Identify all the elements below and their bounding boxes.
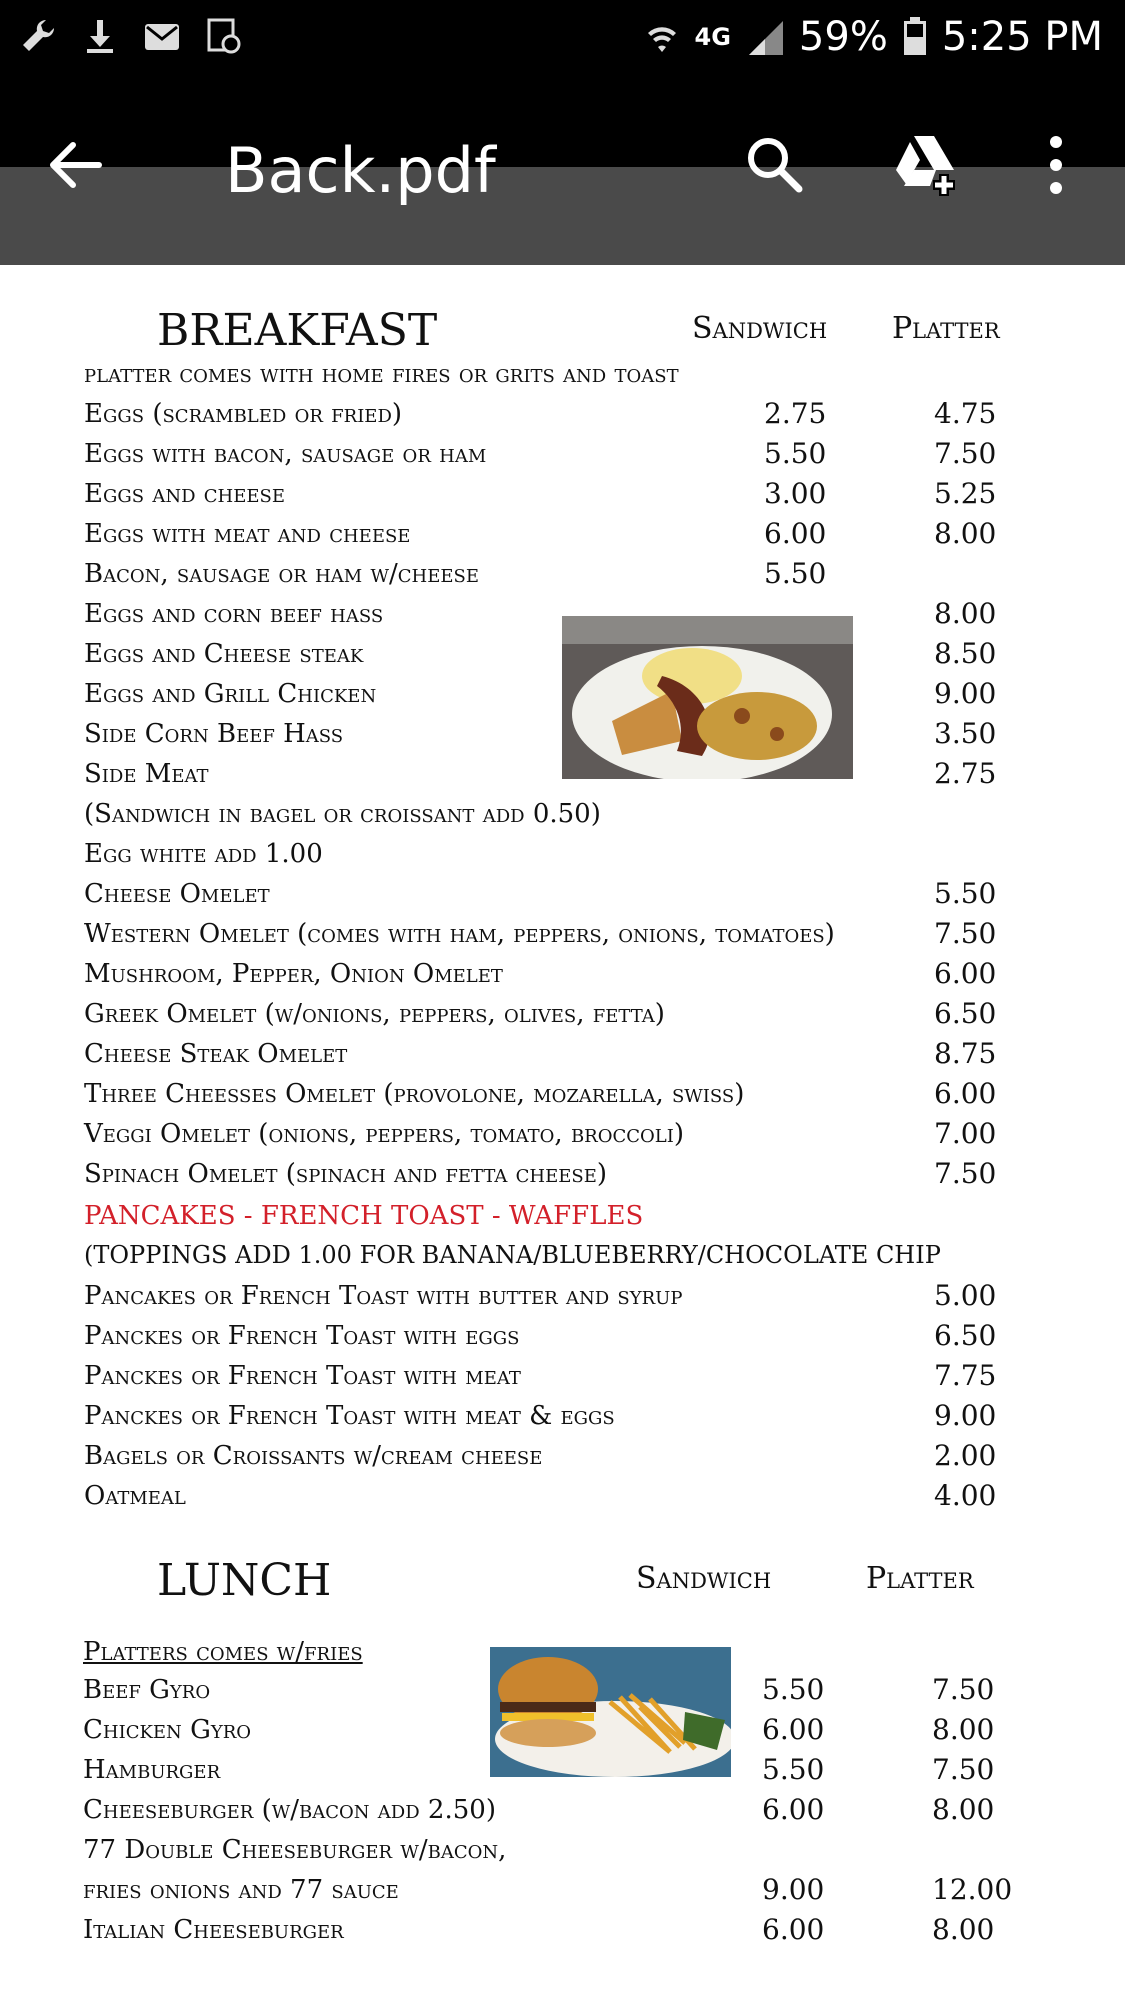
drive-add-icon[interactable]	[890, 130, 960, 200]
mail-icon	[142, 16, 182, 56]
menu-item-name: Eggs and corn beef hass	[84, 599, 384, 629]
sync-icon	[204, 16, 244, 56]
menu-item-platter-price: 3.50	[934, 717, 997, 750]
menu-item-platter-price: 5.50	[934, 877, 997, 910]
menu-item-name: Panckes or French Toast with eggs	[84, 1321, 520, 1351]
menu-item-name: Beef Gyro	[83, 1675, 211, 1705]
menu-item-name: Panckes or French Toast with meat & eggs	[84, 1401, 615, 1431]
lunch-col-sandwich: Sandwich	[636, 1561, 772, 1596]
pancakes-heading: PANCAKES - FRENCH TOAST - WAFFLES	[84, 1201, 644, 1231]
menu-item-platter-price: 5.00	[934, 1279, 997, 1312]
menu-item-platter-price: 7.50	[934, 437, 997, 470]
menu-item-platter-price: 6.50	[934, 1319, 997, 1352]
download-icon	[80, 16, 120, 56]
back-arrow-icon[interactable]	[45, 135, 105, 195]
menu-item-platter-price: 7.00	[934, 1117, 997, 1150]
network-type: 4G	[694, 23, 731, 51]
breakfast-col-platter: Platter	[892, 311, 1000, 346]
menu-item-platter-price: 2.00	[934, 1439, 997, 1472]
status-indicators	[643, 14, 1103, 60]
menu-item-name: Spinach Omelet (spinach and fetta cheese)	[84, 1159, 608, 1189]
menu-item-platter-price: 8.00	[932, 1913, 995, 1946]
menu-item-platter-price: 6.00	[934, 1077, 997, 1110]
lunch-photo	[490, 1647, 731, 1777]
menu-item-name: Cheese Steak Omelet	[84, 1039, 348, 1069]
menu-item-sandwich-price: 9.00	[762, 1873, 825, 1906]
lunch-note: Platters comes w/fries	[83, 1637, 363, 1667]
lunch-title: LUNCH	[157, 1555, 332, 1606]
menu-item-sandwich-price: 5.50	[762, 1673, 825, 1706]
notification-icons	[18, 16, 244, 56]
menu-item-name: Chicken Gyro	[83, 1715, 252, 1745]
breakfast-col-sandwich: Sandwich	[692, 311, 828, 346]
menu-item-platter-price: 6.00	[934, 957, 997, 990]
menu-item-name: Three Cheesses Omelet (provolone, mozarella, swiss)	[84, 1079, 745, 1109]
wrench-icon	[18, 16, 58, 56]
menu-item-platter-price: 7.50	[932, 1673, 995, 1706]
menu-item-name: Cheese Omelet	[84, 879, 270, 909]
breakfast-photo	[562, 616, 853, 779]
menu-item-platter-price: 4.75	[934, 397, 997, 430]
menu-item-platter-price: 9.00	[934, 1399, 997, 1432]
menu-item-platter-price: 9.00	[934, 677, 997, 710]
menu-item-name: Eggs and cheese	[84, 479, 285, 509]
menu-item-platter-price: 8.00	[932, 1793, 995, 1826]
wifi-icon	[643, 18, 681, 56]
clock: 5:25 PM	[941, 14, 1103, 60]
status-bar	[0, 0, 1125, 80]
search-icon[interactable]	[740, 130, 810, 200]
lunch-col-platter: Platter	[866, 1561, 974, 1596]
menu-item-name: Veggi Omelet (onions, peppers, tomato, broccoli)	[84, 1119, 684, 1149]
menu-item-platter-price: 6.50	[934, 997, 997, 1030]
menu-item-platter-price: 7.50	[934, 1157, 997, 1190]
menu-item-name: Greek Omelet (w/onions, peppers, olives, fetta)	[84, 999, 665, 1029]
menu-item-name: Panckes or French Toast with meat	[84, 1361, 521, 1391]
menu-item-name: Eggs and Grill Chicken	[84, 679, 377, 709]
menu-item-sandwich-price: 5.50	[762, 1753, 825, 1786]
menu-item-name: Eggs (scrambled or fried)	[84, 399, 403, 429]
menu-item-platter-price: 7.50	[934, 917, 997, 950]
menu-item-name: Eggs with bacon, sausage or ham	[84, 439, 487, 469]
menu-item-sandwich-price: 6.00	[762, 1713, 825, 1746]
battery-icon	[902, 17, 928, 57]
menu-item-name: Oatmeal	[84, 1481, 186, 1511]
menu-item-sandwich-price: 6.00	[762, 1793, 825, 1826]
menu-item-name: Hamburger	[83, 1755, 221, 1785]
menu-item-name: Mushroom, Pepper, Onion Omelet	[84, 959, 503, 989]
menu-item-name: (Sandwich in bagel or croissant add 0.50)	[84, 799, 601, 829]
menu-item-sandwich-price: 5.50	[764, 557, 827, 590]
overflow-menu-icon[interactable]	[1021, 130, 1091, 200]
menu-item-name: Cheeseburger (w/bacon add 2.50)	[83, 1795, 496, 1825]
menu-item-platter-price: 5.25	[934, 477, 997, 510]
breakfast-title: BREAKFAST	[157, 305, 438, 356]
menu-item-sandwich-price: 6.00	[762, 1913, 825, 1946]
menu-item-sandwich-price: 3.00	[764, 477, 827, 510]
menu-item-platter-price: 4.00	[934, 1479, 997, 1512]
menu-item-platter-price: 8.50	[934, 637, 997, 670]
pdf-page[interactable]	[0, 265, 1125, 2000]
menu-item-platter-price: 7.50	[932, 1753, 995, 1786]
menu-item-platter-price: 7.75	[934, 1359, 997, 1392]
menu-item-name: Eggs and Cheese steak	[84, 639, 364, 669]
menu-item-platter-price: 12.00	[932, 1873, 1013, 1906]
menu-item-platter-price: 2.75	[934, 757, 997, 790]
menu-item-sandwich-price: 2.75	[764, 397, 827, 430]
menu-item-name: Western Omelet (comes with ham, peppers, onions, tomatoes)	[84, 919, 835, 949]
signal-icon	[745, 17, 785, 57]
menu-item-platter-price: 8.00	[934, 597, 997, 630]
menu-item-platter-price: 8.00	[934, 517, 997, 550]
menu-item-name: Eggs with meat and cheese	[84, 519, 411, 549]
menu-item-name: Egg white add 1.00	[84, 839, 323, 869]
menu-item-name: Pancakes or French Toast with butter and syrup	[84, 1281, 683, 1311]
breakfast-note: platter comes with home fires or grits and toast	[84, 359, 679, 389]
menu-item-sandwich-price: 6.00	[764, 517, 827, 550]
menu-item-name: fries onions and 77 sauce	[83, 1875, 399, 1905]
menu-item-name: Italian Cheeseburger	[83, 1915, 344, 1945]
menu-item-platter-price: 8.00	[932, 1713, 995, 1746]
pancakes-note: (TOPPINGS ADD 1.00 FOR BANANA/BLUEBERRY/CHOCOLATE CHIP	[84, 1241, 941, 1269]
menu-item-name: Side Corn Beef Hass	[84, 719, 344, 749]
menu-item-sandwich-price: 5.50	[764, 437, 827, 470]
menu-item-name: Bagels or Croissants w/cream cheese	[84, 1441, 543, 1471]
menu-item-platter-price: 8.75	[934, 1037, 997, 1070]
menu-item-name: 77 Double Cheeseburger w/bacon,	[83, 1835, 507, 1865]
menu-item-name: Bacon, sausage or ham w/cheese	[84, 559, 479, 589]
document-title: Back.pdf	[225, 134, 496, 207]
battery-percent: 59%	[798, 14, 888, 60]
menu-item-name: Side Meat	[84, 759, 209, 789]
